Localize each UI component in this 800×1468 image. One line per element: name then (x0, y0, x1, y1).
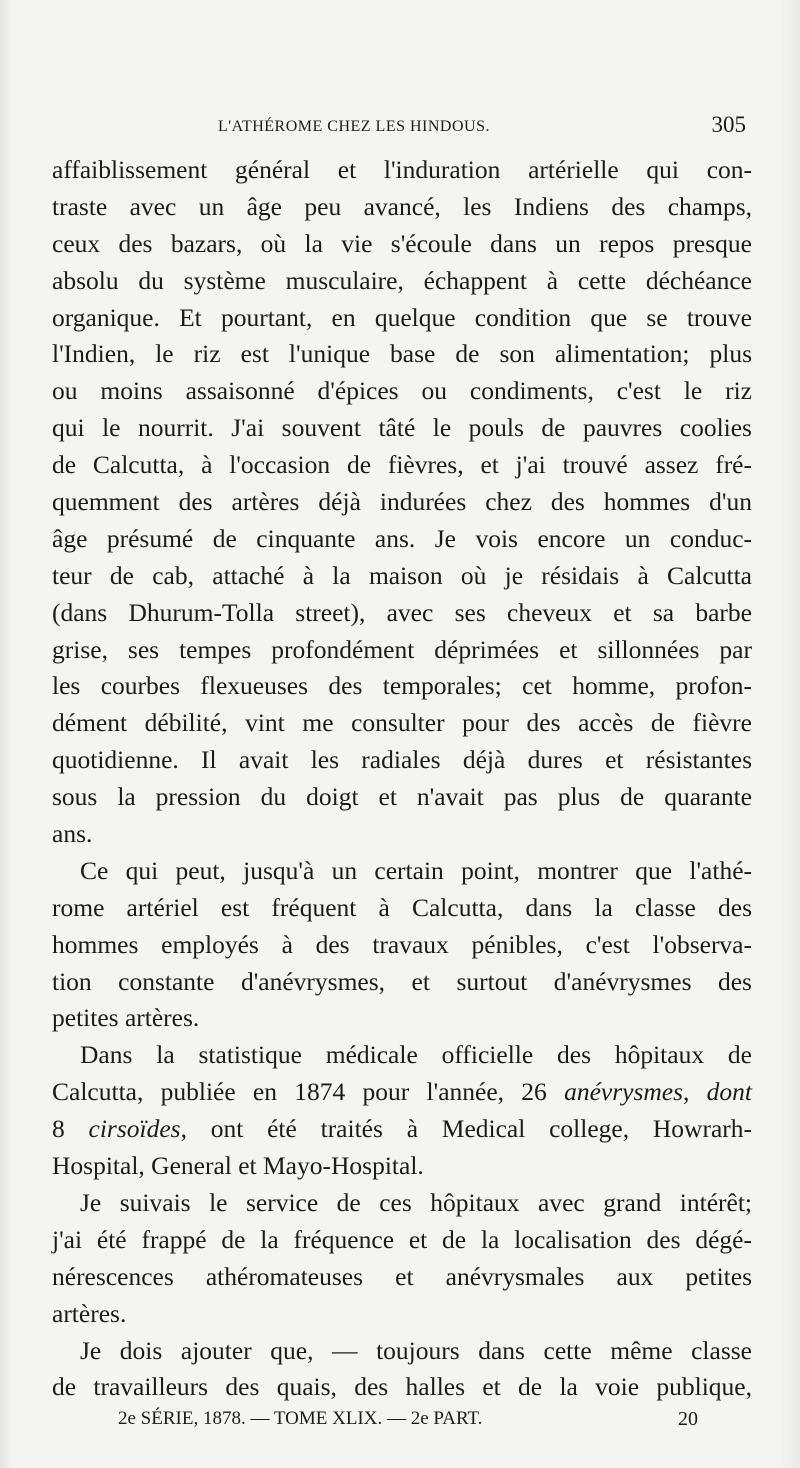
page-number: 305 (711, 112, 746, 137)
paragraph-5 (52, 1333, 752, 1407)
text-segment: , ont été traités à Medical college, Howrarh- (180, 1114, 752, 1144)
signature-number: 20 (678, 1408, 698, 1430)
text-line: affaiblissement général et l'induration artérielle qui con- (52, 155, 752, 184)
text-line: de Calcutta, à l'occasion de fièvres, et j'ai trouvé assez fré- (52, 450, 752, 480)
text-line: sous la pression du doigt et n'avait pas plus de quarante (52, 782, 752, 812)
page-footer (118, 1408, 698, 1438)
paragraph-4 (52, 1185, 752, 1333)
text-line: Ce qui peut, jusqu'à un certain point, montrer que l'athé- (80, 855, 752, 885)
text-line: Hospital, General et Mayo-Hospital. (52, 1151, 424, 1181)
text-line: ans. (52, 819, 93, 849)
text-line: de travailleurs des quais, des halles et de la voie publique, (52, 1372, 752, 1402)
text-line: artères. (52, 1298, 127, 1328)
text-line-with-italics (52, 1111, 752, 1148)
paragraph-3 (52, 1037, 752, 1185)
text-line: teur de cab, attaché à la maison où je résidais à Calcutta (52, 560, 752, 590)
paragraph-1 (52, 152, 752, 853)
text-line: Je dois ajouter que, — toujours dans cette même classe (80, 1335, 752, 1365)
text-line: rome artériel est fréquent à Calcutta, dans la classe des (52, 892, 752, 922)
text-line: les courbes flexueuses des temporales; cet homme, profon- (52, 671, 752, 701)
text-segment: 8 (52, 1114, 89, 1144)
signature-mark: 2e SÉRIE, 1878. — TOME XLIX. — 2e PART. (118, 1408, 483, 1429)
text-line: Je suivais le service de ces hôpitaux avec grand intérêt; (80, 1187, 752, 1217)
text-line: j'ai été frappé de la fréquence et de la localisation des dégé- (52, 1224, 752, 1254)
text-line: âge présumé de cinquante ans. Je vois encore un conduc- (52, 523, 752, 553)
text-line: nérescences athéromateuses et anévrysmales aux petites (52, 1261, 752, 1291)
text-line: absolu du système musculaire, échappent à cette déchéance (52, 265, 752, 295)
text-line: petites artères. (52, 1003, 200, 1033)
text-line-with-italics (52, 1074, 752, 1111)
text-line: dément débilité, vint me consulter pour des accès de fièvre (52, 708, 752, 738)
text-line: grise, ses tempes profondément déprimées et sillonnées par (52, 634, 752, 664)
text-line: l'Indien, le riz est l'unique base de son alimentation; plus (52, 339, 752, 369)
text-segment: Calcutta, publiée en 1874 pour l'année, 26 (52, 1077, 565, 1107)
text-line: hommes employés à des travaux pénibles, c'est l'observa- (52, 929, 752, 959)
text-line: tion constante d'anévrysmes, et surtout d'anévrysmes des (52, 966, 752, 996)
text-line: organique. Et pourtant, en quelque condition que se trouve (52, 302, 752, 332)
text-line: (dans Dhurum-Tolla street), avec ses cheveux et sa barbe (52, 597, 752, 627)
body-text (52, 152, 752, 1406)
running-title: L'ATHÉROME CHEZ LES HINDOUS. (218, 118, 490, 135)
text-line: quotidienne. Il avait les radiales déjà dures et résistantes (52, 745, 752, 775)
italic-term: anévrysmes, dont (564, 1077, 752, 1107)
italic-term: cirsoïdes (88, 1114, 181, 1144)
page-header (52, 112, 746, 144)
text-line: qui le nourrit. J'ai souvent tâté le pouls de pauvres coolies (52, 413, 752, 443)
text-line: ou moins assaisonné d'épices ou condiments, c'est le riz (52, 376, 752, 406)
text-line: ceux des bazars, où la vie s'écoule dans un repos presque (52, 228, 752, 258)
text-line: traste avec un âge peu avancé, les Indiens des champs, (52, 191, 752, 221)
paragraph-2 (52, 853, 752, 1037)
text-line: Dans la statistique médicale officielle des hôpitaux de (80, 1040, 752, 1070)
text-line: quemment des artères déjà indurées chez des hommes d'un (52, 487, 752, 517)
